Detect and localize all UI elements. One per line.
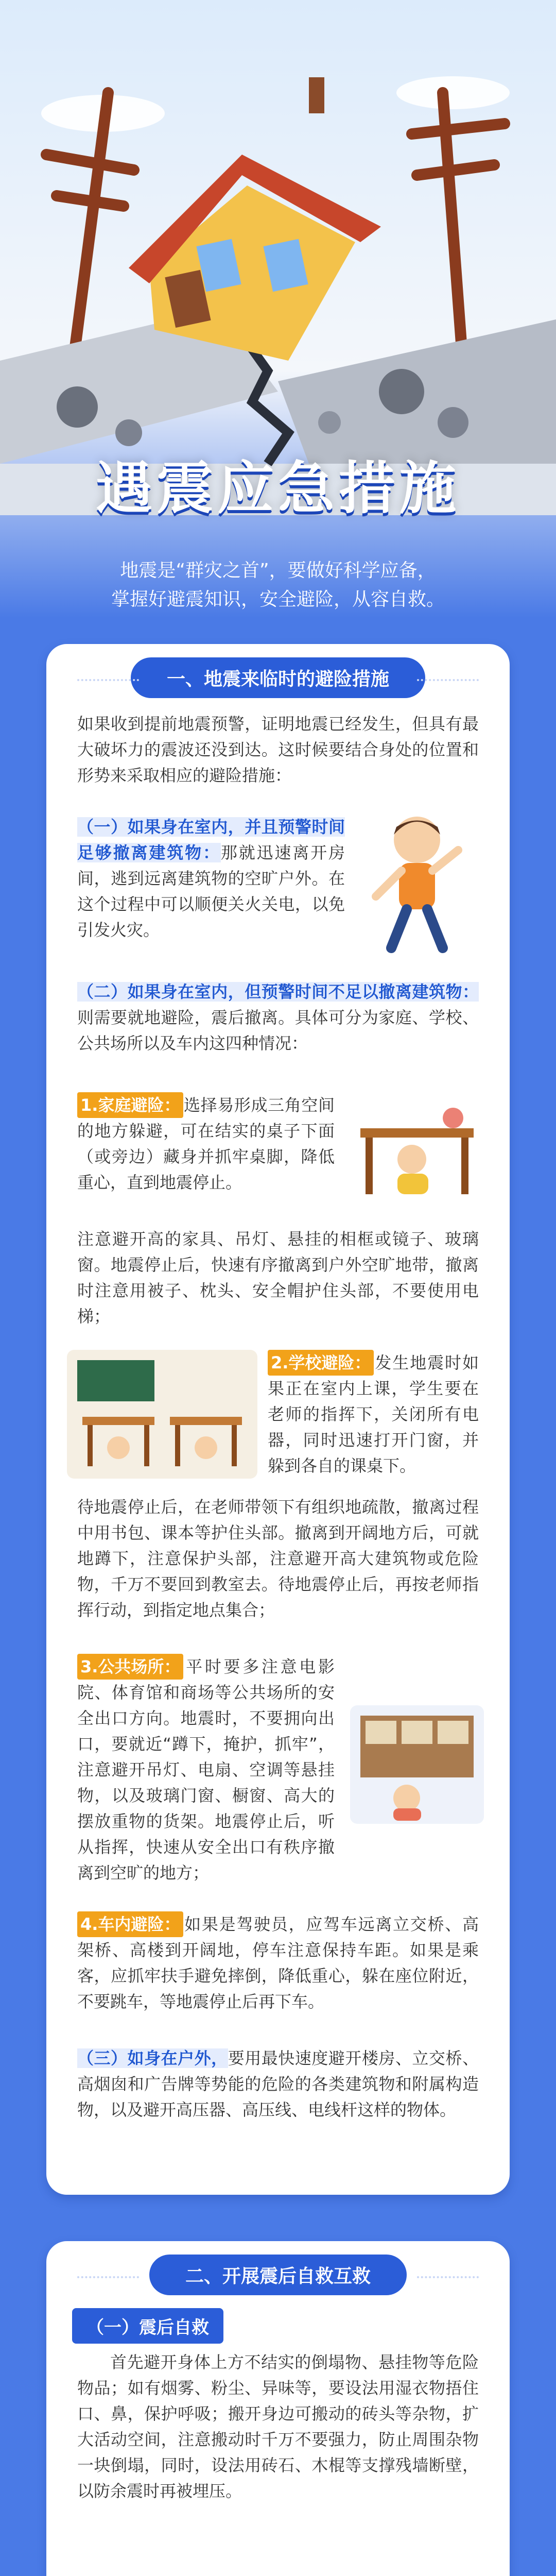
car-shelter-body: 如果是驾驶员，应驾车远离立交桥、高架桥、高楼到开阔地，停车注意保持车距。如果是乘客，应抓牢扶手避免摔倒，降低重心，躲在座位附近，不要跳车，等地震停止后再下车。 [77,1914,479,2011]
section-2-title: 二、开展震后自救互救 [149,2255,407,2295]
indoor-evacuate-title: （一）如果身在室内，并且预警时间足够撤离建筑物： [77,817,345,862]
section-rescue-card [46,2241,510,2576]
indoor-shelter-paragraph [77,979,479,1056]
table-shelter-illustration [350,1097,484,1200]
section-1-title: 一、地震来临时的避险措施 [131,657,425,698]
page-title: 遇震应急措施 [96,455,460,521]
public-place-paragraph [77,1654,335,1886]
indoor-evacuate-paragraph [77,814,345,943]
intro-line-1: 地震是“群灾之首”，要做好科学应备， [120,560,436,581]
section-1-intro: 如果收到提前地震预警，证明地震已经发生，但具有最大破坏力的震波还没到达。这时候要结合身处的位置和形势来采取相应的避险措施： [77,714,479,785]
outdoor-title: （三）如身在户外， [77,2048,228,2068]
school-shelter-tag: 2.学校避险： [268,1350,374,1376]
indoor-shelter-body: 则需要就地避险，震后撤离。具体可分为家庭、学校、公共场所以及车内这四种情况： [77,1008,479,1053]
public-place-tag: 3.公共场所： [77,1654,183,1680]
car-shelter-tag: 4.车内避险： [77,1911,183,1937]
mall-shelter-illustration [350,1705,484,1824]
intro-line-2: 掌握好避震知识，安全避险，从容自救。 [111,589,445,610]
school-shelter-body-2: 待地震停止后，在老师带领下有组织地疏散，撤离过程中用书包、课本等护住头部。撤离到开阔地方后，可就地蹲下，注意保护头部，注意避开高大建筑物或危险物，千万不要回到教室去。待地震停止后，再按老师指挥行动，到指定地点集合； [77,1497,479,1620]
indoor-evacuate-body: 那就迅速离开房间，逃到远离建筑物的空旷户外。在这个过程中可以顺便关火关电，以免引发火灾。 [77,843,345,940]
hero-banner [0,0,556,618]
outdoor-paragraph [77,2045,479,2123]
indoor-shelter-title: （二）如果身在室内，但预警时间不足以撤离建筑物： [77,982,479,1002]
self-rescue-title: （一）震后自救 [72,2308,223,2344]
outdoor-body: 要用最快速度避开楼房、立交桥、高烟囱和广告牌等势能的危险的各类建筑物和附属构造物，以及避开高压器、高压线、电线杆这样的物体。 [77,2048,479,2120]
running-boy-illustration [355,809,479,963]
home-shelter-tag: 1.家庭避险： [77,1092,183,1118]
self-rescue-paragraph-1: 首先避开身体上方不结实的倒塌物、悬挂物等危险物品；如有烟雾、粉尘、异味等，要设法用湿衣物捂住口、鼻，保护呼吸；搬开身边可搬动的砖头等杂物，扩大活动空间，注意搬动时千万不要强力，防止周围杂物一块倒塌，同时，设法用砖石、木棍等支撑残墙断壁，以防余震时再被埋压。 [77,2352,479,2501]
intro-text [93,556,463,614]
school-shelter-body: 发生地震时如果正在室内上课，学生要在老师的指挥下，关闭所有电器，同时迅速打开门窗，并躲到各自的课桌下。 [268,1353,479,1476]
home-shelter-paragraph [77,1092,335,1195]
car-shelter-paragraph [77,1911,479,2014]
earthquake-illustration [0,0,556,618]
home-shelter-body: 选择易形成三角空间的地方躲避，可在结实的桌子下面（或旁边）藏身并抓牢桌脚，降低重心，直到地震停止。 [77,1095,335,1192]
section-2-header [46,2255,510,2295]
home-shelter-body-2: 注意避开高的家具、吊灯、悬挂的相框或镜子、玻璃窗。地震停止后，快速有序撤离到户外空旷地带，撤离时注意用被子、枕头、安全帽护住头部，不要使用电梯； [77,1229,479,1326]
public-place-body: 平时要多注意电影院、体育馆和商场等公共场所的安全出口方向。地震时，不要拥向出口，要就近“蹲下，掩护，抓牢”，注意避开吊灯、电扇、空调等悬挂物，以及玻璃门窗、橱窗、高大的摆放重物的货架。地震停止后，听从指挥，快速从安全出口有秩序撤离到空旷的地方； [77,1657,335,1883]
section-1-header [46,657,510,698]
section-avoidance-card [46,644,510,2195]
classroom-illustration [67,1350,257,1479]
school-shelter-paragraph [268,1350,479,1479]
